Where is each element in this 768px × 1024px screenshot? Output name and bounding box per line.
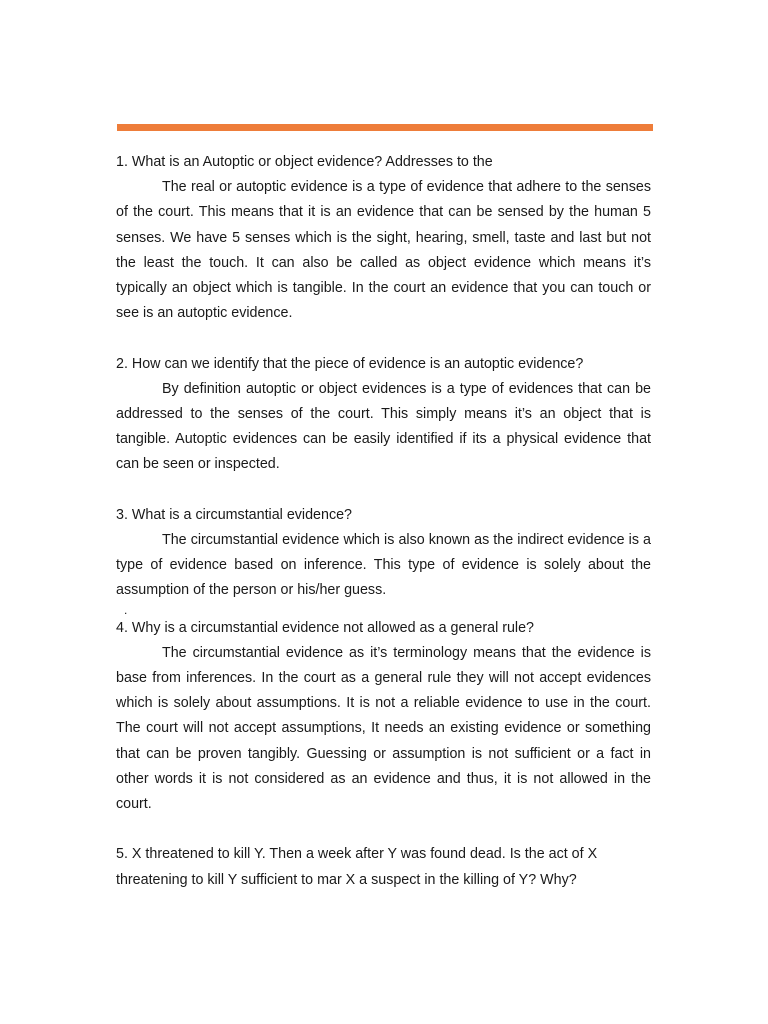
paragraph-gap [116,478,651,503]
answer-3: The circumstantial evidence which is also known as the indirect evidence is a type of evidence based on inference. This type of evidence is solely about the assumption of the person or his/her guess. [116,532,651,599]
question-3: 3. What is a circumstantial evidence? [116,506,353,523]
orange-header-rule [117,124,653,131]
answer-4: The circumstantial evidence as it’s terminology means that the evidence is base from inferences. In the court as a general rule they will not accept evidences which is solely about assumptions. It is not a reliable evidence to use in the court. The court will not accept assumptions, It needs an existing evidence or something that can be proven tangibly. Guessing or assumption is not sufficient or a fact in other words it is not considered as an evidence and thus, it is not allowed in the court. [116,644,651,813]
question-4: 4. Why is a circumstantial evidence not allowed as a general rule? [116,619,535,636]
stray-period-mark: . [124,602,128,617]
answer-1: The real or autoptic evidence is a type of evidence that adhere to the senses of the court. This means that it is an evidence that can be sensed by the human 5 senses. We have 5 senses which is the sight, hearing, smell, taste and last but not the least the touch. It can also be called as object evidence which means it’s typically an object which is tangible. In the court an evidence that you can touch or see is an autoptic evidence. [116,179,651,322]
answer-2: By definition autoptic or object evidences is a type of evidences that can be addressed to the senses of the court. This simply means it’s an object that is tangible. Autoptic evidences can be easily identified if its a physical evidence that can be seen or inspected. [116,380,651,473]
question-5: 5. X threatened to kill Y. Then a week after Y was found dead. Is the act of X threatening to kill Y sufficient to mar X a suspect in the killing of Y? Why? [116,846,598,888]
paragraph-gap [116,817,651,842]
question-1: 1. What is an Autoptic or object evidence? Addresses to the [116,154,493,170]
question-2: 2. How can we identify that the piece of evidence is an autoptic evidence? [116,355,584,372]
document-body [116,150,651,893]
paragraph-gap [116,326,651,351]
